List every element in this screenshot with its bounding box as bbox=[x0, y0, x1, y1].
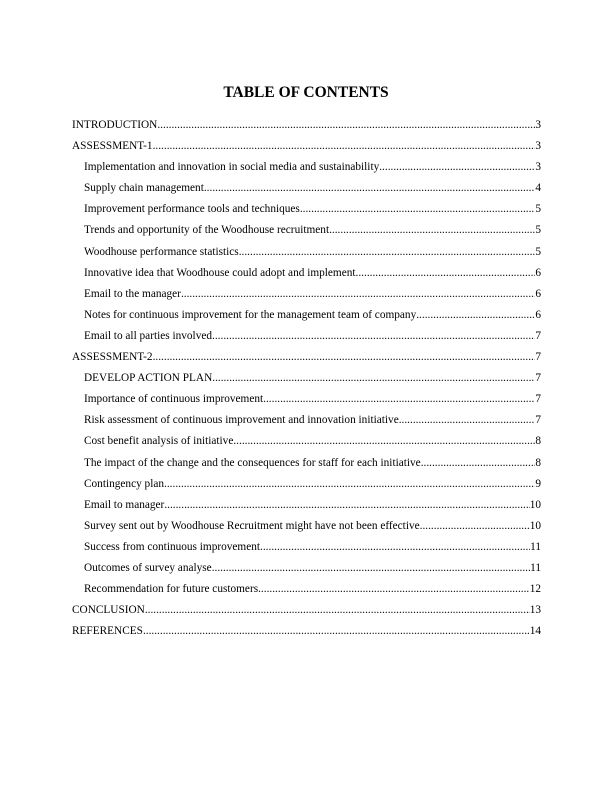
dot-leader bbox=[212, 368, 535, 389]
toc-entry[interactable] bbox=[72, 368, 541, 389]
toc-entry-page-number: 11 bbox=[530, 540, 541, 553]
toc-entry-title: Recommendation for future customers bbox=[84, 583, 259, 596]
toc-entry-page-number: 12 bbox=[529, 583, 541, 596]
toc-entry[interactable] bbox=[72, 263, 541, 284]
toc-entry-title: INTRODUCTION bbox=[72, 119, 158, 131]
dot-leader bbox=[143, 621, 530, 642]
toc-entry-title: Email to manager bbox=[84, 498, 165, 511]
toc-entry-title: Outcomes of survey analyse bbox=[84, 561, 212, 574]
toc-entry-page-number: 6 bbox=[535, 287, 541, 300]
dot-leader bbox=[145, 600, 530, 621]
toc-entry-title: Success from continuous improvement bbox=[84, 540, 261, 553]
page-title: TABLE OF CONTENTS bbox=[223, 84, 389, 101]
dot-leader bbox=[399, 410, 536, 431]
toc-entry[interactable] bbox=[72, 558, 541, 579]
toc-entry-title: Woodhouse performance statistics bbox=[84, 245, 239, 258]
toc-entry[interactable] bbox=[72, 178, 541, 199]
toc-entry-page-number: 7 bbox=[535, 351, 541, 364]
dot-leader bbox=[329, 220, 535, 241]
dot-leader bbox=[212, 326, 535, 347]
toc-entry[interactable] bbox=[72, 136, 541, 157]
toc-entry[interactable] bbox=[72, 347, 541, 368]
dot-leader bbox=[263, 389, 535, 410]
toc-entry-page-number: 9 bbox=[535, 477, 541, 490]
dot-leader bbox=[420, 516, 530, 537]
toc-entry[interactable] bbox=[72, 199, 541, 220]
toc-entry[interactable] bbox=[72, 305, 541, 326]
toc-entry-title: Innovative idea that Woodhouse could adopt and implement bbox=[84, 266, 356, 279]
toc-entry-page-number: 3 bbox=[535, 140, 541, 153]
toc-entry-page-number: 3 bbox=[535, 161, 541, 174]
toc-entry-title: Risk assessment of continuous improvement and innovation initiative bbox=[84, 414, 399, 427]
toc-entry-title: REFERENCES bbox=[72, 625, 143, 638]
dot-leader bbox=[379, 157, 535, 178]
toc-entry[interactable] bbox=[72, 410, 541, 431]
dot-leader bbox=[153, 136, 536, 157]
toc-entry[interactable] bbox=[72, 431, 541, 452]
dot-leader bbox=[164, 495, 529, 516]
dot-leader bbox=[300, 199, 536, 220]
toc-entry-title: Improvement performance tools and techniques bbox=[84, 203, 300, 216]
toc-entry-page-number: 5 bbox=[535, 203, 541, 216]
toc-entry-page-number: 13 bbox=[529, 604, 541, 617]
toc-entry-page-number: 4 bbox=[535, 182, 541, 195]
dot-leader bbox=[212, 558, 530, 579]
toc-entry-page-number: 8 bbox=[535, 456, 541, 469]
toc-entry[interactable] bbox=[72, 537, 541, 558]
toc-entry[interactable] bbox=[72, 579, 541, 600]
toc-entry[interactable] bbox=[72, 516, 541, 537]
toc-entry-title: Cost benefit analysis of initiative bbox=[84, 435, 234, 448]
dot-leader bbox=[233, 431, 535, 452]
toc-entry-title: The impact of the change and the consequences for staff for each initiative bbox=[84, 456, 421, 469]
toc-entry-title: Supply chain management bbox=[84, 182, 204, 195]
dot-leader bbox=[153, 347, 536, 368]
toc-entry-page-number: 5 bbox=[535, 224, 541, 237]
toc-entry-title: CONCLUSION bbox=[72, 604, 145, 617]
toc-entry-page-number: 11 bbox=[530, 561, 541, 574]
dot-leader bbox=[239, 242, 536, 263]
toc-entry[interactable] bbox=[72, 621, 541, 642]
toc-entry-page-number: 5 bbox=[535, 245, 541, 258]
toc-entry-page-number: 7 bbox=[535, 393, 541, 406]
toc-entry-title: Survey sent out by Woodhouse Recruitment might have not been effective bbox=[84, 519, 420, 532]
toc-entry[interactable] bbox=[72, 474, 541, 495]
toc-entry-title: Implementation and innovation in social media and sustainability bbox=[84, 161, 380, 174]
toc-entry-page-number: 6 bbox=[535, 308, 541, 321]
toc-entry-title: ASSESSMENT-2 bbox=[72, 351, 153, 364]
toc-entry-page-number: 7 bbox=[535, 372, 541, 385]
toc-entry[interactable] bbox=[72, 220, 541, 241]
toc-entry[interactable] bbox=[72, 326, 541, 347]
toc-entry[interactable] bbox=[72, 242, 541, 263]
dot-leader bbox=[181, 284, 535, 305]
dot-leader bbox=[356, 263, 536, 284]
toc-entry-page-number: 6 bbox=[535, 266, 541, 279]
table-of-contents bbox=[72, 115, 541, 642]
toc-entry[interactable] bbox=[72, 600, 541, 621]
dot-leader bbox=[157, 115, 535, 136]
toc-entry[interactable] bbox=[72, 157, 541, 178]
toc-entry-title: Importance of continuous improvement bbox=[84, 393, 264, 406]
dot-leader bbox=[260, 537, 530, 558]
toc-entry-title: Notes for continuous improvement for the management team of company bbox=[84, 308, 417, 321]
toc-entry[interactable] bbox=[72, 453, 541, 474]
toc-entry[interactable] bbox=[72, 495, 541, 516]
dot-leader bbox=[416, 305, 535, 326]
toc-entry[interactable] bbox=[72, 389, 541, 410]
toc-entry-page-number: 3 bbox=[535, 119, 541, 131]
toc-entry-page-number: 10 bbox=[529, 519, 541, 532]
toc-entry-page-number: 7 bbox=[535, 329, 541, 342]
toc-entry-page-number: 10 bbox=[529, 498, 541, 511]
dot-leader bbox=[421, 453, 536, 474]
toc-entry-title: Contingency plan bbox=[84, 477, 165, 490]
toc-entry-title: Trends and opportunity of the Woodhouse recruitment bbox=[84, 224, 330, 237]
dot-leader bbox=[258, 579, 530, 600]
toc-entry[interactable] bbox=[72, 115, 541, 136]
toc-entry[interactable] bbox=[72, 284, 541, 305]
toc-entry-page-number: 8 bbox=[535, 435, 541, 448]
toc-entry-page-number: 7 bbox=[535, 414, 541, 427]
toc-entry-page-number: 14 bbox=[529, 625, 541, 638]
toc-entry-title: Email to the manager bbox=[84, 287, 181, 300]
toc-entry-title: DEVELOP ACTION PLAN bbox=[84, 372, 213, 385]
dot-leader bbox=[164, 474, 535, 495]
toc-entry-title: Email to all parties involved bbox=[84, 329, 213, 342]
toc-entry-title: ASSESSMENT-1 bbox=[72, 140, 153, 153]
dot-leader bbox=[204, 178, 536, 199]
